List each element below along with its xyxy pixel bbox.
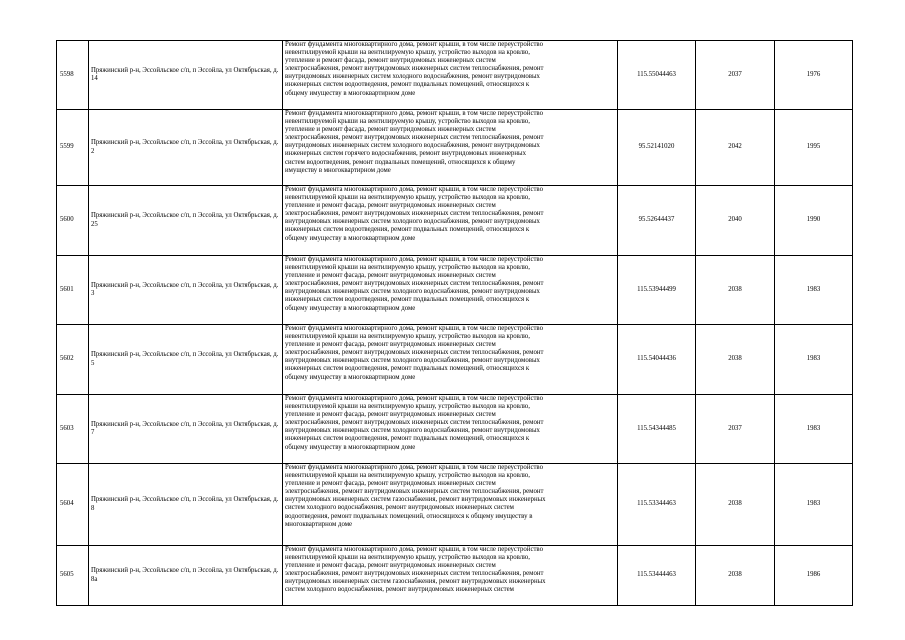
repair-works: Ремонт фундамента многоквартирного дома, ремонт крыши, в том числе переустройство невентилируемой крыши на вентилируемую крышу, устройство выходов на кровлю, утепление и ремонт фасада, ремонт внутридомовых инженерных систем электроснабжения, ремонт внутридомовых инженерных систем теплоснабжения, ремонт внутридомовых инженерных систем холодного водоснабжения, ремонт внутридомовых инженерных систем водоотведения, ремонт подвальных помещений, относящихся к общему имуществу в многоквартирном доме xyxy=(283,325,618,395)
planned-year: 2037 xyxy=(696,41,775,110)
build-year: 1983 xyxy=(775,395,853,464)
cost-value: 115.53344463 xyxy=(618,464,696,546)
row-number: 5602 xyxy=(57,325,89,395)
repair-works: Ремонт фундамента многоквартирного дома, ремонт крыши, в том числе переустройство невентилируемой крыши на вентилируемую крышу, устройство выходов на кровлю, утепление и ремонт фасада, ремонт внутридомовых инженерных систем электроснабжения, ремонт внутридомовых инженерных систем теплоснабжения, ремонт внутридомовых инженерных систем холодного водоснабжения, ремонт внутридомовых инженерных систем водоотведения, ремонт подвальных помещений, относящихся к общему имуществу в многоквартирном доме xyxy=(283,395,618,464)
repair-works: Ремонт фундамента многоквартирного дома, ремонт крыши, в том числе переустройство невентилируемой крыши на вентилируемую крышу, устройство выходов на кровлю, утепление и ремонт фасада, ремонт внутридомовых инженерных систем электроснабжения, ремонт внутридомовых инженерных систем теплоснабжения, ремонт внутридомовых инженерных систем холодного водоснабжения, ремонт внутридомовых инженерных систем водоотведения, ремонт подвальных помещений, относящихся к общему имуществу в многоквартирном доме xyxy=(283,186,618,256)
building-address: Пряжинский р-н, Эссойльское с/п, п Эссойла, ул Октябрьская, д. 2 xyxy=(89,110,283,186)
build-year: 1983 xyxy=(775,256,853,325)
planned-year: 2042 xyxy=(696,110,775,186)
planned-year: 2038 xyxy=(696,256,775,325)
build-year: 1983 xyxy=(775,325,853,395)
table-row xyxy=(57,41,853,110)
cost-value: 115.54344485 xyxy=(618,395,696,464)
cost-value: 115.54044436 xyxy=(618,325,696,395)
cost-value: 115.53444463 xyxy=(618,546,696,606)
build-year: 1990 xyxy=(775,186,853,256)
planned-year: 2040 xyxy=(696,186,775,256)
building-address: Пряжинский р-н, Эссойльское с/п, п Эссойла, ул Октябрьская, д. 25 xyxy=(89,186,283,256)
building-address: Пряжинский р-н, Эссойльское с/п, п Эссойла, ул Октябрьская, д. 8 xyxy=(89,464,283,546)
planned-year: 2038 xyxy=(696,546,775,606)
table-row xyxy=(57,464,853,546)
repair-works: Ремонт фундамента многоквартирного дома, ремонт крыши, в том числе переустройство невентилируемой крыши на вентилируемую крышу, устройство выходов на кровлю, утепление и ремонт фасада, ремонт внутридомовых инженерных систем электроснабжения, ремонт внутридомовых инженерных систем теплоснабжения, ремонт внутридомовых инженерных систем холодного водоснабжения, ремонт внутридомовых инженерных систем горячего водоснабжения, ремонт внутридомовых инженерных систем водоотведения, ремонт подвальных помещений, относящихся к общему имуществу в многоквартирном доме xyxy=(283,110,618,186)
building-address: Пряжинский р-н, Эссойльское с/п, п Эссойла, ул Октябрьская, д. 7 xyxy=(89,395,283,464)
row-number: 5600 xyxy=(57,186,89,256)
row-number: 5598 xyxy=(57,41,89,110)
cost-value: 95.52644437 xyxy=(618,186,696,256)
planned-year: 2037 xyxy=(696,395,775,464)
row-number: 5604 xyxy=(57,464,89,546)
repair-works: Ремонт фундамента многоквартирного дома, ремонт крыши, в том числе переустройство невентилируемой крыши на вентилируемую крышу, устройство выходов на кровлю, утепление и ремонт фасада, ремонт внутридомовых инженерных систем электроснабжения, ремонт внутридомовых инженерных систем теплоснабжения, ремонт внутридомовых инженерных систем холодного водоснабжения, ремонт внутридомовых инженерных систем водоотведения, ремонт подвальных помещений, относящихся к общему имуществу в многоквартирном доме xyxy=(283,41,618,110)
row-number: 5599 xyxy=(57,110,89,186)
table-row xyxy=(57,546,853,606)
row-number: 5605 xyxy=(57,546,89,606)
repair-works: Ремонт фундамента многоквартирного дома, ремонт крыши, в том числе переустройство невентилируемой крыши на вентилируемую крышу, устройство выходов на кровлю, утепление и ремонт фасада, ремонт внутридомовых инженерных систем электроснабжения, ремонт внутридомовых инженерных систем теплоснабжения, ремонт внутридомовых инженерных систем газоснабжения, ремонт внутридомовых инженерных систем холодного водоснабжения, ремонт внутридомовых инженерных систем xyxy=(283,546,618,606)
repair-works: Ремонт фундамента многоквартирного дома, ремонт крыши, в том числе переустройство невентилируемой крыши на вентилируемую крышу, устройство выходов на кровлю, утепление и ремонт фасада, ремонт внутридомовых инженерных систем электроснабжения, ремонт внутридомовых инженерных систем теплоснабжения, ремонт внутридомовых инженерных систем холодного водоснабжения, ремонт внутридомовых инженерных систем водоотведения, ремонт подвальных помещений, относящихся к общему имуществу в многоквартирном доме xyxy=(283,256,618,325)
build-year: 1986 xyxy=(775,546,853,606)
build-year: 1995 xyxy=(775,110,853,186)
row-number: 5603 xyxy=(57,395,89,464)
planned-year: 2038 xyxy=(696,464,775,546)
table-row xyxy=(57,256,853,325)
building-address: Пряжинский р-н, Эссойльское с/п, п Эссойла, ул Октябрьская, д. 3 xyxy=(89,256,283,325)
table-row xyxy=(57,110,853,186)
build-year: 1983 xyxy=(775,464,853,546)
capital-repair-table xyxy=(56,40,853,606)
document-page xyxy=(56,40,852,606)
building-address: Пряжинский р-н, Эссойльское с/п, п Эссойла, ул Октябрьская, д. 5 xyxy=(89,325,283,395)
table-row xyxy=(57,325,853,395)
repair-works: Ремонт фундамента многоквартирного дома, ремонт крыши, в том числе переустройство невентилируемой крыши на вентилируемую крышу, устройство выходов на кровлю, утепление и ремонт фасада, ремонт внутридомовых инженерных систем электроснабжения, ремонт внутридомовых инженерных систем теплоснабжения, ремонт внутридомовых инженерных систем газоснабжения, ремонт внутридомовых инженерных систем холодного водоснабжения, ремонт внутридомовых инженерных систем водоотведения, ремонт подвальных помещений, относящихся к общему имуществу в многоквартирном доме xyxy=(283,464,618,546)
planned-year: 2038 xyxy=(696,325,775,395)
table-row xyxy=(57,186,853,256)
cost-value: 115.53944499 xyxy=(618,256,696,325)
table-row xyxy=(57,395,853,464)
building-address: Пряжинский р-н, Эссойльское с/п, п Эссойла, ул Октябрьская, д. 14 xyxy=(89,41,283,110)
build-year: 1976 xyxy=(775,41,853,110)
building-address: Пряжинский р-н, Эссойльское с/п, п Эссойла, ул Октябрьская, д. 8а xyxy=(89,546,283,606)
cost-value: 115.55044463 xyxy=(618,41,696,110)
row-number: 5601 xyxy=(57,256,89,325)
cost-value: 95.52141020 xyxy=(618,110,696,186)
